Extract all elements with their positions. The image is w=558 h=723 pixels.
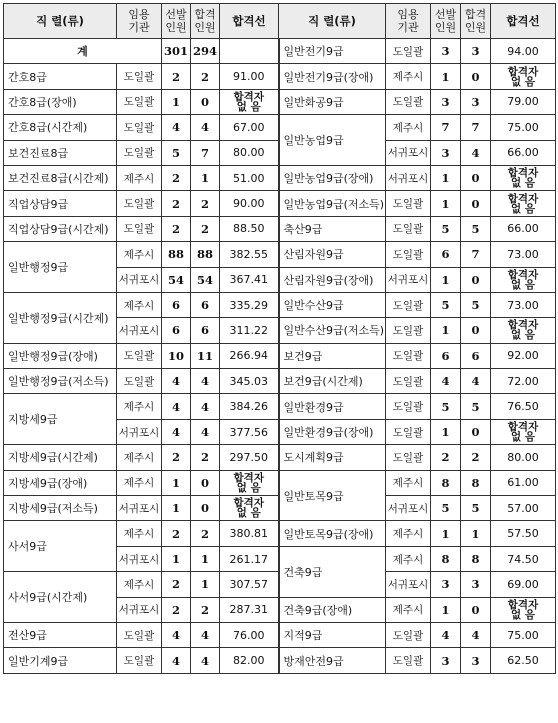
total-cutoff-empty xyxy=(220,39,279,64)
row-selected: 4 xyxy=(431,369,461,394)
row-institution: 도일괄 xyxy=(386,318,431,343)
row-institution: 제주시 xyxy=(117,394,162,419)
row-institution: 도일괄 xyxy=(386,622,431,647)
total-selected: 301 xyxy=(162,39,191,64)
header-category: 직 렬(류) xyxy=(4,4,117,39)
row-cutoff: 51.00 xyxy=(220,165,279,190)
table-row xyxy=(4,292,556,317)
row-cutoff: 377.56 xyxy=(220,419,279,444)
row-cutoff: 92.00 xyxy=(491,343,556,368)
row-institution: 도일괄 xyxy=(117,64,162,89)
row-passed: 2 xyxy=(461,445,491,470)
row-cutoff: 73.00 xyxy=(491,242,556,267)
row-category: 일반수산9급 xyxy=(279,292,386,317)
row-institution: 도일괄 xyxy=(117,115,162,140)
row-category: 건축9급 xyxy=(279,546,386,597)
row-institution: 제주시 xyxy=(117,470,162,495)
row-no-passers: 합격자 없 음 xyxy=(220,496,279,521)
row-selected: 2 xyxy=(162,521,191,546)
row-cutoff: 88.50 xyxy=(220,216,279,241)
row-institution: 도일괄 xyxy=(117,140,162,165)
row-institution: 도일괄 xyxy=(386,242,431,267)
row-institution: 도일괄 xyxy=(386,89,431,114)
row-institution: 제주시 xyxy=(117,242,162,267)
row-selected: 5 xyxy=(162,140,191,165)
header-passed: 합격 인원 xyxy=(461,4,491,39)
row-passed: 5 xyxy=(461,394,491,419)
row-category: 일반행정9급(시간제) xyxy=(4,292,117,343)
row-passed: 54 xyxy=(191,267,220,292)
row-selected: 4 xyxy=(162,369,191,394)
header-row xyxy=(4,4,556,39)
row-no-passers: 합격자 없 음 xyxy=(491,267,556,292)
row-passed: 6 xyxy=(461,343,491,368)
row-selected: 3 xyxy=(431,140,461,165)
row-passed: 4 xyxy=(461,622,491,647)
row-passed: 7 xyxy=(191,140,220,165)
row-category: 도시계획9급 xyxy=(279,445,386,470)
row-institution: 제주시 xyxy=(386,64,431,89)
row-institution: 제주시 xyxy=(386,597,431,622)
row-passed: 11 xyxy=(191,343,220,368)
header-category: 직 렬(류) xyxy=(279,4,386,39)
row-institution: 도일괄 xyxy=(117,622,162,647)
row-selected: 88 xyxy=(162,242,191,267)
row-institution: 도일괄 xyxy=(117,369,162,394)
row-selected: 6 xyxy=(162,318,191,343)
table-row xyxy=(4,470,556,495)
row-passed: 0 xyxy=(461,597,491,622)
row-institution: 도일괄 xyxy=(386,191,431,216)
row-category: 전산9급 xyxy=(4,622,117,647)
row-selected: 1 xyxy=(162,546,191,571)
row-passed: 6 xyxy=(191,292,220,317)
row-cutoff: 91.00 xyxy=(220,64,279,89)
row-passed: 1 xyxy=(191,572,220,597)
row-selected: 4 xyxy=(162,419,191,444)
row-selected: 6 xyxy=(431,242,461,267)
header-cutoff: 합격선 xyxy=(491,4,556,39)
table-row xyxy=(4,89,556,114)
header-institution: 임용 기관 xyxy=(386,4,431,39)
row-cutoff: 76.50 xyxy=(491,394,556,419)
table-row xyxy=(4,369,556,394)
row-institution: 도일괄 xyxy=(386,216,431,241)
row-passed: 4 xyxy=(191,369,220,394)
row-cutoff: 67.00 xyxy=(220,115,279,140)
row-institution: 도일괄 xyxy=(117,191,162,216)
row-selected: 5 xyxy=(431,496,461,521)
row-institution: 서귀포시 xyxy=(386,572,431,597)
row-passed: 2 xyxy=(191,597,220,622)
row-passed: 8 xyxy=(461,470,491,495)
row-no-passers: 합격자 없 음 xyxy=(491,64,556,89)
row-category: 산림자원9급(장애) xyxy=(279,267,386,292)
row-selected: 1 xyxy=(431,165,461,190)
row-institution: 제주시 xyxy=(117,292,162,317)
total-label: 계 xyxy=(4,39,162,64)
row-passed: 0 xyxy=(191,89,220,114)
table-row xyxy=(4,622,556,647)
row-cutoff: 61.00 xyxy=(491,470,556,495)
row-institution: 제주시 xyxy=(386,521,431,546)
table-row xyxy=(4,343,556,368)
row-selected: 1 xyxy=(431,521,461,546)
row-institution: 도일괄 xyxy=(117,216,162,241)
row-category: 일반환경9급 xyxy=(279,394,386,419)
table-row xyxy=(4,394,556,419)
row-selected: 6 xyxy=(162,292,191,317)
row-passed: 2 xyxy=(191,521,220,546)
row-cutoff: 74.50 xyxy=(491,546,556,571)
row-institution: 제주시 xyxy=(386,115,431,140)
row-passed: 3 xyxy=(461,39,491,64)
row-category: 일반행정9급(장애) xyxy=(4,343,117,368)
row-category: 일반화공9급 xyxy=(279,89,386,114)
row-passed: 0 xyxy=(191,470,220,495)
row-cutoff: 287.31 xyxy=(220,597,279,622)
table-row xyxy=(4,216,556,241)
table-row xyxy=(4,115,556,140)
row-institution: 도일괄 xyxy=(386,445,431,470)
row-selected: 1 xyxy=(431,318,461,343)
row-institution: 서귀포시 xyxy=(117,419,162,444)
row-cutoff: 66.00 xyxy=(491,140,556,165)
results-table xyxy=(3,3,556,674)
row-cutoff: 57.50 xyxy=(491,521,556,546)
row-selected: 8 xyxy=(431,470,461,495)
row-institution: 서귀포시 xyxy=(386,140,431,165)
row-passed: 7 xyxy=(461,242,491,267)
row-institution: 도일괄 xyxy=(117,648,162,673)
row-passed: 4 xyxy=(191,648,220,673)
row-cutoff: 335.29 xyxy=(220,292,279,317)
row-category: 일반토목9급(장애) xyxy=(279,521,386,546)
row-selected: 2 xyxy=(162,572,191,597)
row-institution: 제주시 xyxy=(386,546,431,571)
row-category: 지방세9급(장애) xyxy=(4,470,117,495)
row-category: 일반농업9급(장애) xyxy=(279,165,386,190)
row-institution: 제주시 xyxy=(386,470,431,495)
row-no-passers: 합격자 없 음 xyxy=(220,89,279,114)
row-category: 보건9급(시간제) xyxy=(279,369,386,394)
row-selected: 2 xyxy=(431,445,461,470)
row-selected: 3 xyxy=(431,89,461,114)
row-selected: 6 xyxy=(431,343,461,368)
row-category: 지적9급 xyxy=(279,622,386,647)
row-category: 일반농업9급 xyxy=(279,115,386,166)
row-institution: 제주시 xyxy=(117,165,162,190)
row-passed: 1 xyxy=(461,521,491,546)
row-no-passers: 합격자 없 음 xyxy=(491,318,556,343)
row-category: 간호8급(장애) xyxy=(4,89,117,114)
row-no-passers: 합격자 없 음 xyxy=(491,165,556,190)
row-selected: 4 xyxy=(162,394,191,419)
row-passed: 6 xyxy=(191,318,220,343)
row-selected: 10 xyxy=(162,343,191,368)
row-cutoff: 57.00 xyxy=(491,496,556,521)
row-cutoff: 367.41 xyxy=(220,267,279,292)
row-category: 지방세9급(저소득) xyxy=(4,496,117,521)
row-category: 일반환경9급(장애) xyxy=(279,419,386,444)
row-cutoff: 90.00 xyxy=(220,191,279,216)
row-passed: 3 xyxy=(461,572,491,597)
row-category: 사서9급 xyxy=(4,521,117,572)
row-category: 지방세9급 xyxy=(4,394,117,445)
row-cutoff: 261.17 xyxy=(220,546,279,571)
row-category: 방재안전9급 xyxy=(279,648,386,673)
row-category: 일반수산9급(저소득) xyxy=(279,318,386,343)
row-no-passers: 합격자 없 음 xyxy=(491,191,556,216)
row-selected: 2 xyxy=(162,216,191,241)
row-no-passers: 합격자 없 음 xyxy=(491,419,556,444)
row-category: 보건9급 xyxy=(279,343,386,368)
header-selected: 선발 인원 xyxy=(431,4,461,39)
row-category: 간호8급 xyxy=(4,64,117,89)
row-passed: 88 xyxy=(191,242,220,267)
row-passed: 4 xyxy=(191,394,220,419)
row-selected: 2 xyxy=(162,445,191,470)
header-selected: 선발 인원 xyxy=(162,4,191,39)
row-category: 사서9급(시간제) xyxy=(4,572,117,623)
row-category: 일반전기9급(장애) xyxy=(279,64,386,89)
row-selected: 2 xyxy=(162,191,191,216)
row-institution: 제주시 xyxy=(117,572,162,597)
row-institution: 도일괄 xyxy=(386,419,431,444)
row-cutoff: 307.57 xyxy=(220,572,279,597)
row-category: 직업상담9급 xyxy=(4,191,117,216)
header-institution: 임용 기관 xyxy=(117,4,162,39)
row-cutoff: 94.00 xyxy=(491,39,556,64)
row-cutoff: 384.26 xyxy=(220,394,279,419)
row-institution: 서귀포시 xyxy=(117,597,162,622)
table-row xyxy=(4,165,556,190)
row-institution: 도일괄 xyxy=(386,648,431,673)
row-cutoff: 80.00 xyxy=(491,445,556,470)
row-passed: 0 xyxy=(461,419,491,444)
row-category: 보건진료8급 xyxy=(4,140,117,165)
row-institution: 도일괄 xyxy=(117,89,162,114)
row-selected: 3 xyxy=(431,648,461,673)
row-selected: 1 xyxy=(162,89,191,114)
row-category: 보건진료8급(시간제) xyxy=(4,165,117,190)
row-cutoff: 76.00 xyxy=(220,622,279,647)
row-cutoff: 75.00 xyxy=(491,115,556,140)
row-passed: 8 xyxy=(461,546,491,571)
row-selected: 5 xyxy=(431,216,461,241)
row-passed: 5 xyxy=(461,496,491,521)
row-passed: 4 xyxy=(461,369,491,394)
row-passed: 2 xyxy=(191,445,220,470)
table-row xyxy=(4,191,556,216)
row-passed: 4 xyxy=(191,115,220,140)
row-selected: 4 xyxy=(162,622,191,647)
row-selected: 2 xyxy=(162,165,191,190)
row-passed: 7 xyxy=(461,115,491,140)
row-cutoff: 82.00 xyxy=(220,648,279,673)
row-passed: 0 xyxy=(461,267,491,292)
row-cutoff: 345.03 xyxy=(220,369,279,394)
row-no-passers: 합격자 없 음 xyxy=(220,470,279,495)
row-passed: 4 xyxy=(191,622,220,647)
table-row xyxy=(4,521,556,546)
row-cutoff: 72.00 xyxy=(491,369,556,394)
row-cutoff: 380.81 xyxy=(220,521,279,546)
table-row xyxy=(4,39,556,64)
row-institution: 제주시 xyxy=(117,445,162,470)
row-category: 산림자원9급 xyxy=(279,242,386,267)
row-category: 건축9급(장애) xyxy=(279,597,386,622)
row-passed: 0 xyxy=(461,64,491,89)
header-cutoff: 합격선 xyxy=(220,4,279,39)
row-institution: 도일괄 xyxy=(117,343,162,368)
row-institution: 도일괄 xyxy=(386,343,431,368)
row-institution: 서귀포시 xyxy=(117,318,162,343)
row-category: 일반전기9급 xyxy=(279,39,386,64)
row-passed: 4 xyxy=(461,140,491,165)
row-passed: 0 xyxy=(461,318,491,343)
row-passed: 2 xyxy=(191,191,220,216)
row-selected: 3 xyxy=(431,572,461,597)
row-passed: 5 xyxy=(461,216,491,241)
row-cutoff: 66.00 xyxy=(491,216,556,241)
row-passed: 5 xyxy=(461,292,491,317)
row-institution: 서귀포시 xyxy=(117,546,162,571)
row-institution: 서귀포시 xyxy=(117,267,162,292)
header-passed: 합격 인원 xyxy=(191,4,220,39)
row-selected: 1 xyxy=(162,470,191,495)
row-passed: 3 xyxy=(461,89,491,114)
row-category: 직업상담9급(시간제) xyxy=(4,216,117,241)
row-passed: 2 xyxy=(191,216,220,241)
row-selected: 2 xyxy=(162,64,191,89)
row-selected: 1 xyxy=(431,419,461,444)
row-selected: 1 xyxy=(431,64,461,89)
row-category: 일반행정9급 xyxy=(4,242,117,293)
row-institution: 도일괄 xyxy=(386,39,431,64)
row-selected: 1 xyxy=(431,267,461,292)
row-selected: 5 xyxy=(431,394,461,419)
row-passed: 0 xyxy=(461,191,491,216)
row-cutoff: 297.50 xyxy=(220,445,279,470)
row-selected: 54 xyxy=(162,267,191,292)
row-selected: 1 xyxy=(431,191,461,216)
row-institution: 서귀포시 xyxy=(386,165,431,190)
row-cutoff: 73.00 xyxy=(491,292,556,317)
row-cutoff: 382.55 xyxy=(220,242,279,267)
table-row xyxy=(4,648,556,673)
row-category: 간호8급(시간제) xyxy=(4,115,117,140)
row-institution: 서귀포시 xyxy=(386,267,431,292)
row-selected: 7 xyxy=(431,115,461,140)
total-passed: 294 xyxy=(191,39,220,64)
table-row xyxy=(4,242,556,267)
table-row xyxy=(4,64,556,89)
row-cutoff: 79.00 xyxy=(491,89,556,114)
row-passed: 3 xyxy=(461,648,491,673)
row-institution: 도일괄 xyxy=(386,394,431,419)
row-selected: 5 xyxy=(431,292,461,317)
row-institution: 서귀포시 xyxy=(117,496,162,521)
row-cutoff: 62.50 xyxy=(491,648,556,673)
row-no-passers: 합격자 없 음 xyxy=(491,597,556,622)
row-passed: 1 xyxy=(191,165,220,190)
row-category: 일반토목9급 xyxy=(279,470,386,521)
row-cutoff: 80.00 xyxy=(220,140,279,165)
row-selected: 3 xyxy=(431,39,461,64)
row-selected: 2 xyxy=(162,597,191,622)
row-passed: 1 xyxy=(191,546,220,571)
row-selected: 4 xyxy=(431,622,461,647)
row-institution: 도일괄 xyxy=(386,369,431,394)
row-selected: 8 xyxy=(431,546,461,571)
row-passed: 2 xyxy=(191,64,220,89)
row-category: 일반농업9급(저소득) xyxy=(279,191,386,216)
row-cutoff: 266.94 xyxy=(220,343,279,368)
row-category: 지방세9급(시간제) xyxy=(4,445,117,470)
row-cutoff: 69.00 xyxy=(491,572,556,597)
row-selected: 1 xyxy=(162,496,191,521)
row-institution: 제주시 xyxy=(117,521,162,546)
row-cutoff: 311.22 xyxy=(220,318,279,343)
row-selected: 4 xyxy=(162,115,191,140)
row-selected: 4 xyxy=(162,648,191,673)
row-institution: 서귀포시 xyxy=(386,496,431,521)
row-category: 축산9급 xyxy=(279,216,386,241)
row-institution: 도일괄 xyxy=(386,292,431,317)
row-category: 일반행정9급(저소득) xyxy=(4,369,117,394)
table-row xyxy=(4,445,556,470)
row-passed: 4 xyxy=(191,419,220,444)
row-selected: 1 xyxy=(431,597,461,622)
row-cutoff: 75.00 xyxy=(491,622,556,647)
row-category: 일반기계9급 xyxy=(4,648,117,673)
row-passed: 0 xyxy=(191,496,220,521)
row-passed: 0 xyxy=(461,165,491,190)
